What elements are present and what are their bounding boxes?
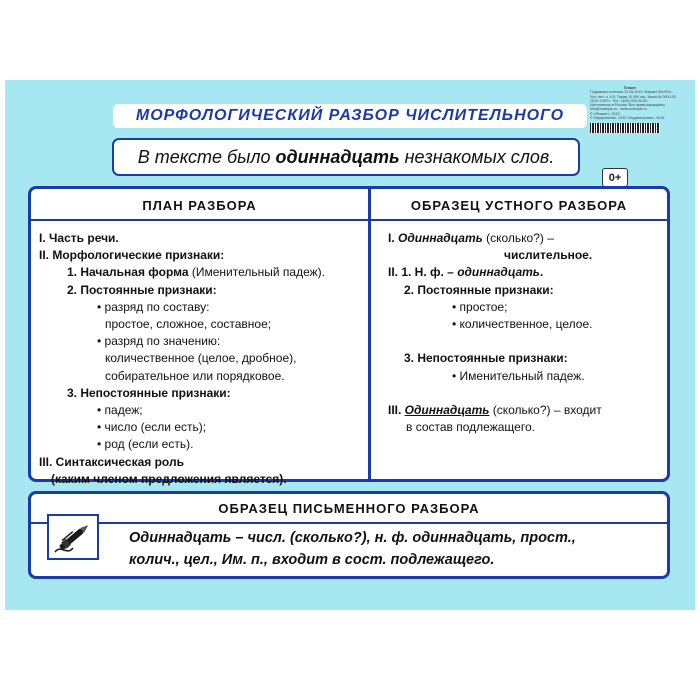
written-analysis-text — [129, 527, 576, 571]
written-header-divider — [31, 522, 667, 524]
age-rating-badge: 0+ — [602, 168, 628, 187]
pen-icon — [47, 514, 99, 560]
oral-line: • простое; — [452, 299, 508, 314]
written-line: Одиннадцать – числ. (сколько?), н. ф. одиннадцать, прост., — [129, 530, 576, 546]
oral-line-prefix: II. 1. Н. ф. – — [388, 265, 458, 280]
imprint-line: Изготовлено в России. Все права защищены. — [590, 103, 666, 108]
plan-line: II. Морфологические признаки: — [39, 248, 225, 263]
oral-line — [388, 402, 602, 419]
imprint-line: © «Плакат», 2019 — [590, 111, 620, 116]
oral-spacer — [388, 333, 602, 350]
page-title: МОРФОЛОГИЧЕСКИЙ РАЗБОР ЧИСЛИТЕЛЬНОГО — [135, 107, 565, 124]
oral-line: в состав подлежащего. — [406, 420, 535, 435]
oral-line: числительное. — [504, 248, 593, 263]
oral-line: • количественное, целое. — [452, 317, 593, 332]
plan-line: • падеж; — [97, 403, 143, 418]
imprint-line: © Оформление. ООО «Издательство», 2019 — [590, 116, 665, 121]
oral-numeral: одиннадцать — [457, 265, 540, 280]
plan-line: 3. Непостоянные признаки: — [67, 385, 231, 400]
table-header-divider — [31, 219, 667, 221]
imprint-line: Плакат — [623, 86, 637, 90]
oral-line-prefix: III. — [388, 403, 405, 418]
oral-line — [388, 264, 602, 281]
plan-line: • число (если есть); — [97, 420, 207, 435]
oral-line: • Именительный падеж. — [452, 368, 585, 383]
barcode-icon — [590, 123, 660, 133]
oral-line-rest: (сколько?) – входит — [489, 403, 602, 418]
oral-heading: ОБРАЗЕЦ УСТНОГО РАЗБОРА — [410, 197, 628, 213]
written-analysis-box — [28, 491, 670, 579]
plan-line: 2. Постоянные признаки: — [67, 282, 217, 297]
imprint-line: ООО «ХИТ». Тел.: (495) 000-00-00. — [590, 98, 649, 103]
oral-numeral: Одиннадцать — [398, 231, 483, 245]
example-sentence-end: незнакомых слов. — [399, 146, 555, 167]
oral-numeral: Одиннадцать — [404, 403, 490, 418]
title-banner — [113, 104, 587, 128]
example-sentence — [112, 138, 580, 176]
example-sentence-numeral: одиннадцать — [275, 146, 400, 167]
imprint-line: Усл. печ. л. 0,5. Тираж 10 000 экз. Заказ № 0000-00. — [590, 94, 677, 99]
imprint-line: Подписано в печать 12.05.2019. Формат 60х90/4. — [590, 90, 672, 95]
plan-line: (каким членом предложения является). — [51, 471, 287, 486]
plan-line-rest: (Именительный падеж). — [188, 265, 325, 280]
plan-line: I. Часть речи. — [39, 231, 119, 245]
oral-line-prefix: I. — [388, 231, 399, 245]
imprint-block — [590, 86, 690, 133]
oral-line: 2. Постоянные признаки: — [404, 282, 554, 297]
imprint-line: info@example.ru · www.example.ru — [590, 107, 647, 112]
column-divider — [368, 189, 371, 479]
oral-spacer — [388, 385, 602, 402]
plan-line: собирательное или порядковое. — [105, 368, 285, 383]
oral-line — [388, 230, 602, 247]
oral-line-rest: (сколько?) – — [482, 231, 554, 245]
plan-line: простое, сложное, составное; — [105, 317, 272, 332]
written-heading: ОБРАЗЕЦ ПИСЬМЕННОГО РАЗБОРА — [218, 500, 480, 516]
oral-line-end: . — [539, 265, 544, 280]
written-line: колич., цел., Им. п., входит в сост. подлежащего. — [129, 552, 495, 568]
plan-line: • род (если есть). — [97, 437, 194, 452]
analysis-table — [28, 186, 670, 486]
plan-line — [39, 264, 325, 281]
plan-line: III. Синтаксическая роль — [39, 454, 184, 469]
plan-line-bold: 1. Начальная форма — [67, 265, 189, 280]
plan-line: количественное (целое, дробное), — [105, 351, 297, 366]
plan-line: • разряд по значению: — [97, 334, 221, 349]
oral-line: 3. Непостоянные признаки: — [404, 351, 568, 366]
oral-column — [388, 230, 602, 436]
plan-heading: ПЛАН РАЗБОРА — [142, 197, 257, 213]
plan-column — [39, 230, 325, 488]
plan-line: • разряд по составу: — [97, 299, 210, 314]
example-sentence-start: В тексте было — [137, 146, 276, 167]
